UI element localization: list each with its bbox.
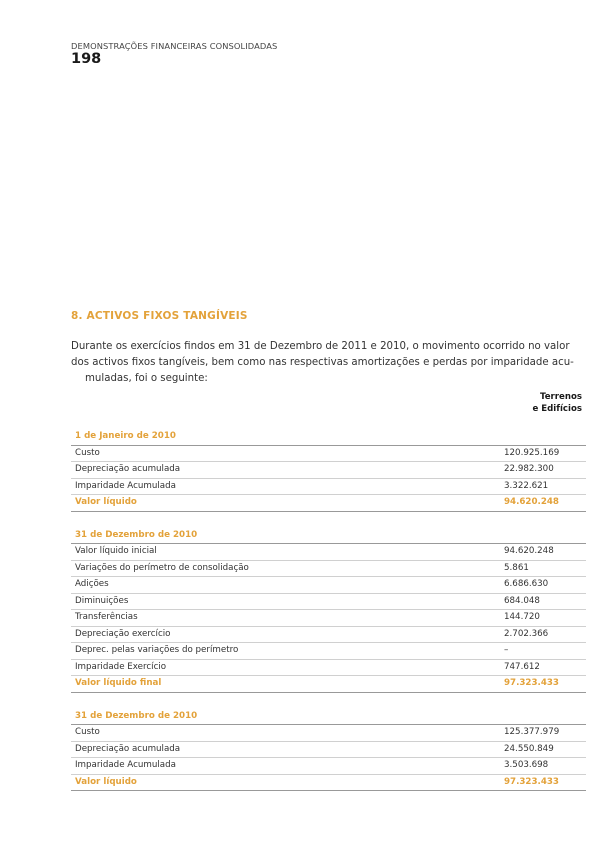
row-label: Depreciação acumulada [71, 462, 504, 479]
row-value: 22.982.300 [504, 462, 586, 479]
table-row [71, 741, 586, 758]
row-label: Depreciação acumulada [71, 741, 504, 758]
table-row [71, 643, 586, 660]
table-row [71, 758, 586, 775]
table-row [71, 462, 586, 479]
total-row [71, 676, 586, 693]
group-title: 31 de Dezembro de 2010 [71, 528, 504, 544]
total-row [71, 774, 586, 791]
row-value: 120.925.169 [504, 445, 586, 462]
group-title-row [71, 429, 586, 445]
intro-line: dos activos fixos tangíveis, bem como nas respectivas amortizações e perdas por imparidade acu- [71, 357, 574, 368]
table-row [71, 610, 586, 627]
row-value: 2.702.366 [504, 626, 586, 643]
group-title: 31 de Dezembro de 2010 [71, 709, 504, 725]
intro-line: muladas, foi o seguinte: [85, 373, 208, 384]
table-row [71, 478, 586, 495]
row-label: Custo [71, 445, 504, 462]
row-value: 24.550.849 [504, 741, 586, 758]
row-label: Imparidade Acumulada [71, 758, 504, 775]
row-label: Custo [71, 725, 504, 742]
page-number: 198 [71, 51, 102, 67]
intro-line: Durante os exercícios findos em 31 de Dezembro de 2011 e 2010, o movimento ocorrido no valor [71, 341, 570, 352]
row-value: 747.612 [504, 659, 586, 676]
group-title-row [71, 709, 586, 725]
intro-paragraph [71, 339, 591, 387]
row-label: Imparidade Acumulada [71, 478, 504, 495]
total-label: Valor líquido final [71, 676, 504, 693]
table-row [71, 560, 586, 577]
column-header-line: e Edifícios [532, 404, 582, 414]
row-value: 125.377.979 [504, 725, 586, 742]
row-value: 144.720 [504, 610, 586, 627]
row-value: – [504, 643, 586, 660]
group-title: 1 de Janeiro de 2010 [71, 429, 504, 445]
fixed-assets-table [71, 429, 586, 791]
total-label: Valor líquido [71, 495, 504, 512]
total-value: 97.323.433 [504, 676, 586, 693]
group-title-row [71, 528, 586, 544]
column-header-line: Terrenos [540, 392, 582, 402]
row-label: Transferências [71, 610, 504, 627]
table-row [71, 626, 586, 643]
row-label: Imparidade Exercício [71, 659, 504, 676]
table-row [71, 445, 586, 462]
row-value: 5.861 [504, 560, 586, 577]
section-title: 8. ACTIVOS FIXOS TANGÍVEIS [71, 310, 248, 322]
row-label: Adições [71, 577, 504, 594]
row-value: 3.322.621 [504, 478, 586, 495]
row-label: Diminuições [71, 593, 504, 610]
total-label: Valor líquido [71, 774, 504, 791]
total-value: 94.620.248 [504, 495, 586, 512]
total-row [71, 495, 586, 512]
running-header: DEMONSTRAÇÕES FINANCEIRAS CONSOLIDADAS [71, 41, 278, 51]
table-row [71, 593, 586, 610]
table-row [71, 725, 586, 742]
row-value: 6.686.630 [504, 577, 586, 594]
row-value: 3.503.698 [504, 758, 586, 775]
table-row [71, 659, 586, 676]
row-value: 684.048 [504, 593, 586, 610]
row-label: Valor líquido inicial [71, 544, 504, 561]
table-row [71, 544, 586, 561]
table-row [71, 577, 586, 594]
row-label: Depreciação exercício [71, 626, 504, 643]
row-label: Variações do perímetro de consolidação [71, 560, 504, 577]
row-label: Deprec. pelas variações do perímetro [71, 643, 504, 660]
row-value: 94.620.248 [504, 544, 586, 561]
total-value: 97.323.433 [504, 774, 586, 791]
column-header [532, 391, 582, 415]
